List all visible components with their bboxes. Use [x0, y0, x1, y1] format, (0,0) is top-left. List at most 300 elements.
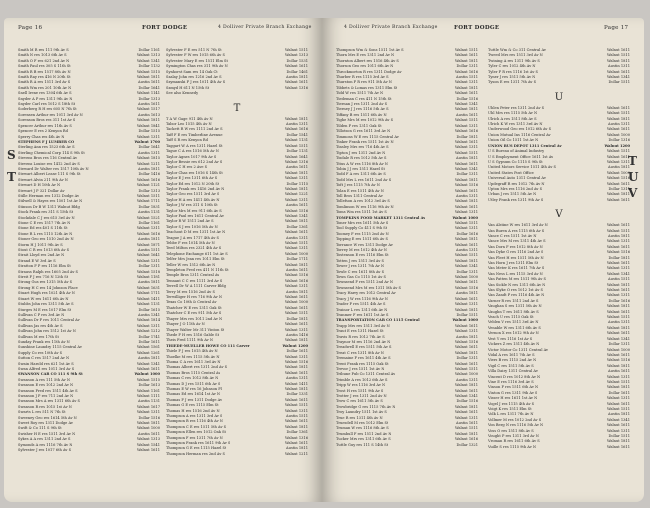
listing-phone: Walnut 1311	[606, 293, 630, 298]
listing-phone: Walnut 1511	[606, 149, 630, 154]
listing-name: Sullivan John res 1512 1st Av N	[18, 329, 76, 334]
listing-phone: Walnut 1611	[454, 323, 478, 328]
listing-name: Thomas F J res 1311 Dodge Av	[166, 397, 223, 402]
listing-name: T A W Gage 911 4th Av N	[166, 116, 213, 121]
listing-name: Taylor Agnes 1017 9th Av S	[166, 154, 217, 159]
listing-name: Tillotson G res 1611 3rd Av N	[336, 129, 391, 134]
listing-phone: Walnut 1516	[284, 359, 308, 364]
listing-name: Thorn Mrs E res 1311 2nd Av N	[336, 53, 395, 58]
listing-phone: Walnut 1000	[452, 318, 478, 323]
listing-phone: Walnut 1611	[606, 423, 630, 428]
listing-phone: Austin 1811	[608, 165, 630, 170]
listing-name: Tuttle Wm & Co 311 Central Av	[488, 48, 546, 52]
listing-name: Trow C res 1611 5th Av S	[336, 399, 383, 404]
listing-phone: Walnut 1516	[454, 183, 478, 188]
listing-phone: Walnut 1511	[606, 379, 630, 384]
listing-phone: Walnut 1811	[454, 107, 478, 112]
listing-phone: Austin 1311	[286, 235, 308, 240]
listing-phone: Walnut 1811	[606, 282, 630, 287]
listing-phone: Walnut 1611	[284, 305, 308, 310]
listing-name: Taylor Paul res 1611 Central Av	[166, 213, 224, 218]
listing-phone: Walnut 1611	[284, 230, 308, 235]
listing-phone: Walnut 1516	[606, 358, 630, 363]
listing-name: Teller W res 1512 6th Av N	[166, 262, 216, 267]
listing-name: Symington Chas res 311 9th Av N	[166, 64, 228, 69]
listing-name: Treadwell E res 1511 5th Av S	[336, 345, 392, 350]
listing-phone: Walnut 1611	[606, 401, 630, 406]
listing-phone: Walnut 1411	[136, 296, 160, 301]
listing-name: Swarts L res 511 N 7th St	[18, 410, 66, 415]
listing-phone: Walnut 1000	[606, 347, 630, 352]
listing-phone: Walnut 1611	[606, 223, 630, 228]
listing-phone: Walnut 1511	[284, 48, 308, 52]
listing-phone: Walnut 1511	[606, 53, 630, 58]
section-letter: V	[555, 209, 563, 221]
listing-phone: Walnut 1611	[454, 388, 478, 393]
listing-phone: Walnut 1811	[284, 365, 308, 370]
listing-phone: Walnut 1311	[284, 176, 308, 181]
listing-name: Tremaine F res 1611 4th Av S	[336, 356, 391, 361]
listing-phone: Walnut 1341	[606, 336, 630, 341]
listing-phone: Austin 1311	[608, 64, 630, 69]
listing-phone: Walnut 1611	[606, 48, 630, 52]
listing-phone: Austin 1311	[608, 320, 630, 325]
listing-phone: Walnut 1311	[454, 123, 478, 128]
left-exchange-note: 4 Dolliver Private Branch Exchange	[218, 25, 312, 30]
left-column-1	[18, 48, 160, 453]
listing-name: Szymanski F J res 1011 4th Av S	[166, 80, 226, 85]
listing-name: Viers B res 1115 2nd Av N	[488, 358, 537, 363]
listing-phone: Walnut 1200	[282, 343, 308, 348]
listing-phone: Dollar 1611	[286, 349, 308, 354]
listing-phone: Walnut 1616	[136, 177, 160, 182]
left-column-2	[166, 48, 308, 457]
listing-name: Tinsley Mrs res 716 4th Av S	[336, 145, 389, 150]
listing-phone: Dollar 1331	[286, 392, 308, 397]
listing-phone: Walnut 1316	[284, 85, 308, 90]
listing-phone: Walnut 1000	[284, 300, 308, 305]
listing-name: Varner R res 1511 2nd Av S	[488, 298, 539, 303]
listing-phone: Walnut 1341	[606, 75, 630, 80]
listing-name: Stewart Albert Lease 111 S 9th St	[18, 172, 81, 177]
listing-phone: Walnut 1611	[454, 53, 478, 58]
listing-phone: Walnut 1541	[136, 442, 160, 447]
listing-name: Terrell Dr W A 1111 Carver Bldg	[166, 284, 226, 289]
listing-phone: Walnut 1811	[454, 177, 478, 182]
listing-name: Snyder A P res 1311 9th Av N	[18, 96, 73, 101]
listing-name: Stone Ed res 401 S 11th St	[18, 226, 68, 231]
listing-phone: Austin 1311	[286, 122, 308, 127]
listing-name: Taylor Mrs M res 911 6th Av S	[166, 208, 222, 213]
listing-phone: Austin 1811	[286, 446, 308, 451]
listing-name: Villa Dairy 1311 Central Av	[488, 369, 538, 374]
listing-name: Sorensen Arthur res 1011 3rd Av N	[18, 112, 83, 117]
listing-phone: Walnut 1811	[284, 170, 308, 175]
listing-name: Troy Laundry 1511 1st Av S	[336, 410, 387, 415]
right-running-head: FORT DODGE	[454, 25, 500, 31]
listing-phone: Walnut 1511	[606, 406, 630, 411]
listing-name: Snell Irene res 1304 6th Av S	[18, 91, 72, 96]
listing-name: Trent Frank res 1115 Oak St	[336, 361, 389, 366]
listing-phone: Walnut 1611	[454, 242, 478, 247]
listing-name: Stone R L res 1115 12th Av N	[18, 231, 73, 236]
listing-name: Strong H C res 14 Johnson Place	[18, 285, 78, 290]
listing-name: Trapp Mrs res 1511 3rd Av N	[336, 323, 390, 328]
listing-name: Tower J res 1311 7th Av N	[336, 264, 385, 269]
listing-name: True R res 1311 4th Av N	[336, 415, 383, 420]
listing-name: Thompson Ellen res 1012 Oak St	[166, 430, 226, 435]
listing-name: Smith O F res 621 2nd Av N	[18, 58, 70, 63]
listing-name: Van Zandt P res 1116 4th Av N	[488, 293, 545, 298]
listing-name: Sylvester F E res 511 N 7th St	[166, 48, 222, 52]
listing-phone: Austin 1131	[138, 399, 160, 404]
listing-name: Taylor S J res 1016 5th Av N	[166, 224, 218, 229]
listing-phone: Austin 1311	[456, 193, 478, 198]
listing-name: Thurston F R res 911 5th Av N	[336, 80, 392, 85]
listing-phone: Dollar 1516	[456, 96, 478, 101]
left-page-number: Page 16	[18, 25, 43, 31]
right-page-number: Page 17	[604, 25, 629, 31]
listing-name: U S Bureau of Animal Industry	[488, 149, 545, 154]
listing-name: Torrance W res 1311 Dodge Av	[336, 242, 393, 247]
listing-phone: Walnut 1611	[606, 181, 630, 186]
listing-name: Texas Co 10th & Central Av	[166, 300, 217, 305]
listing-name: Sylvester Mary E res 1511 Elm St	[166, 58, 228, 63]
listing-phone: Dollar 1161	[138, 221, 160, 225]
listing-phone: Austin 1311	[286, 376, 308, 381]
listing-phone: Walnut 1000	[454, 372, 478, 377]
listing-name: Updegraff R res 1012 7th Av N	[488, 181, 545, 186]
listing-name: Teague J A res 1717 4th Av S	[166, 235, 219, 240]
listing-name: Trotter J res 1311 2nd Av N	[336, 394, 387, 398]
listing-phone: Walnut 1611	[454, 204, 478, 209]
listing-name: Tweed Mrs res 1511 3rd Av N	[488, 53, 543, 58]
listing-name: Tennant C C res 1111 3rd Av S	[166, 278, 223, 283]
listing-phone: Walnut 1411	[284, 381, 308, 386]
listing-phone: Walnut 1841	[136, 123, 160, 128]
listing-phone: Walnut 1511	[284, 403, 308, 408]
listing-phone: Walnut 1161	[136, 388, 160, 393]
listing-name: Traynor M res 1116 2nd Av N	[336, 339, 391, 344]
listing-phone: Walnut 1311	[284, 197, 308, 202]
listing-phone: Walnut 1511	[606, 315, 630, 320]
listing-name: Vigil C res 1511 5th Av S	[488, 363, 534, 368]
listing-phone: Walnut 1515	[136, 377, 160, 382]
listing-name: Stone C E res 1517 7th Av N	[18, 221, 71, 225]
listing-name: THIEDE-MUELLER HOWE CO 111 Carver	[166, 343, 250, 348]
listing-name: Sykes A A res 1311 2nd Av S	[18, 437, 71, 442]
listing-phone: Dollar 1831	[138, 204, 160, 209]
listing-phone: Dollar 1131	[286, 149, 308, 154]
listing-phone: Dollar 1511	[456, 312, 478, 317]
listing-phone: Austin 1611	[138, 80, 160, 85]
listing-name: Tackett R W res 1111 2nd Av S	[166, 127, 223, 132]
listing-name: Travis R res 1012 7th Av S	[336, 334, 385, 339]
thumb-tab-v: V	[628, 186, 638, 200]
listing-phone: Walnut 1261	[136, 350, 160, 355]
listing-name: Stratton F P res 1116 Elm St	[18, 264, 71, 269]
listing-name: Vernon X res 1012 9th Av N	[488, 331, 539, 336]
listing-phone: Dollar 1511	[608, 434, 630, 438]
listing-name: U S Employment Office 1611 1st Av	[488, 154, 554, 159]
listing-name: Veblen V res 1511 3rd Av N	[488, 320, 539, 325]
listing-name: Totten J res 1511 3rd Av S	[336, 258, 384, 263]
listing-phone: Dollar 1641	[138, 85, 160, 90]
listing-phone: Walnut 1811	[606, 325, 630, 330]
listing-phone: Walnut 1311	[284, 354, 308, 359]
listing-phone: Walnut 1811	[454, 58, 478, 63]
listing-phone: Walnut 1561	[136, 345, 160, 350]
listing-phone: Austin 1611	[456, 421, 478, 426]
listing-name: Twining A res 1311 9th Av S	[488, 58, 540, 63]
listing-phone: Walnut 1611	[606, 127, 630, 132]
listing-phone: Dollar 1811	[286, 316, 308, 321]
listing-name: Telephone Exchange 611 1st Av S	[166, 251, 228, 256]
listing-phone: Walnut 1616	[136, 231, 160, 236]
listing-phone: Walnut 1311	[454, 302, 478, 307]
listing-name: Vine E res 1116 3rd Av S	[488, 379, 534, 384]
listing-name: Van Ness L res 1115 3rd Av N	[488, 271, 543, 276]
listing-phone: Walnut 1711	[136, 291, 160, 296]
listing-name: Sterling Ann res 1523 6th Av S	[18, 145, 75, 150]
listing-name: Stilwell & Hayes res 1501 1st Av N	[18, 199, 83, 204]
listing-phone: Walnut 1611	[136, 448, 160, 453]
listing-name: Thatcher C E res 911 5th Av S	[166, 311, 222, 316]
left-running-head: FORT DODGE	[142, 25, 188, 31]
listing-phone: Walnut 1811	[454, 85, 478, 90]
listing-name: Taylor R W 1511 2nd Av S	[166, 219, 214, 224]
listing-phone: Walnut 1811	[606, 192, 630, 197]
listing-name: Steward Dr Walter res 1517 10th Av N	[18, 166, 89, 171]
listing-name: Sorenson Bros res 311 1st Av S	[18, 118, 76, 123]
listing-phone: Dollar 1516	[138, 415, 160, 420]
listing-name: Truman W res 1116 8th Av S	[336, 426, 389, 431]
listing-phone: Walnut 1617	[136, 404, 160, 409]
listing-name: Smith Wm res 201 10th Av N	[18, 85, 72, 90]
listing-name: Stoner Geo res 1510 2nd Av N	[18, 237, 74, 242]
listing-name: Tucker Mrs res 1311 6th Av S	[336, 437, 391, 442]
listing-name: Vought P res 1311 3rd Av N	[488, 434, 539, 438]
listing-phone: Walnut 1131	[284, 138, 308, 143]
listing-phone: Walnut 1000	[606, 170, 630, 175]
listing-name: Titus A W res 1116 8th Av N	[336, 161, 388, 166]
listing-phone: Dollar 1361	[286, 224, 308, 229]
listing-phone: Walnut 1611	[454, 361, 478, 366]
listing-phone: Austin 1311	[456, 377, 478, 382]
listing-phone: Walnut 1311	[606, 428, 630, 433]
listing-phone: Walnut 1311	[606, 374, 630, 379]
listing-name: See also Kennedy	[166, 91, 199, 96]
listing-phone: Walnut 1811	[606, 58, 630, 63]
listing-phone: Dollar 1461	[286, 69, 308, 74]
listing-phone: Dollar 1311	[608, 186, 630, 191]
listing-phone: Walnut 1811	[454, 307, 478, 312]
listing-name: Vroman R res 1611 6th Av S	[488, 439, 540, 444]
listing-name: Thoelke M res 1115 5th Av N	[166, 354, 220, 359]
listing-phone: Walnut 1811	[284, 386, 308, 391]
listing-phone: Walnut 1611	[284, 322, 308, 327]
listing-name: Tolan E res 1511 4th Av N	[336, 188, 384, 193]
listing-name: Thatcher W E res 1311 Oak St	[166, 305, 222, 310]
listing-name: Temple Bros 1311 Central Av	[166, 273, 220, 278]
listing-name: Voss O res 1511 8th Av S	[488, 428, 534, 433]
listing-phone: Dollar 1611	[608, 390, 630, 395]
listing-phone: Walnut 1521	[136, 215, 160, 220]
listing-name: Tuttle Guy res 111 S 14th St	[336, 442, 389, 447]
listing-phone: Walnut 1611	[606, 154, 630, 159]
listing-phone: Dollar 1316	[608, 138, 630, 143]
listing-name: Tripp W res 1116 3rd Av N	[336, 383, 386, 388]
listing-phone: Walnut 1341	[606, 417, 630, 422]
listing-phone: Walnut 1518	[136, 269, 160, 274]
listing-name: Ulrich A res 1511 8th Av S	[488, 116, 537, 121]
listing-phone: Walnut 1341	[454, 394, 478, 398]
listing-phone: Walnut 1311	[454, 415, 478, 420]
listing-name: Van Meter K res 1611 7th Av S	[488, 266, 545, 271]
listing-name: Towle C res 1611 8th Av S	[336, 269, 385, 274]
listing-phone: Dollar 1161	[138, 48, 160, 52]
listing-phone: Walnut 1311	[136, 323, 160, 328]
listing-phone: Walnut 1611	[284, 441, 308, 446]
listing-name: Thomas G E res 1115 Elm St	[166, 403, 219, 408]
listing-name: Visser H res 1611 1st Av N	[488, 396, 538, 401]
listing-phone: Dollar 1641	[138, 145, 160, 150]
listing-name: Traut E res 1311 Hazel St	[336, 329, 384, 334]
listing-phone: Walnut 1516	[284, 273, 308, 278]
listing-phone: Walnut 1000	[134, 372, 160, 377]
listing-phone: Walnut 1511	[454, 48, 478, 52]
listing-name: Thompson G E res 1115 Hazel St	[166, 446, 227, 451]
right-column-1	[336, 48, 478, 448]
listing-row	[488, 445, 630, 450]
listing-name: Symonds A res 1116 7th Av N	[18, 442, 73, 447]
listing-name: Sullivan C P res 3rd Av N	[18, 312, 65, 317]
listing-phone: Walnut 1311	[454, 226, 478, 231]
listing-name: Throckmorton R res 1311 Dodge Av	[336, 69, 402, 74]
listing-phone: Dollar 1511	[608, 80, 630, 85]
listing-phone: Walnut 1611	[606, 261, 630, 265]
listing-phone: Walnut 1811	[284, 338, 308, 343]
listing-name: Taylor Geo res 1511 3rd Av S	[166, 192, 220, 197]
listing-name: Thompson C E res 1511 5th Av S	[166, 424, 227, 429]
listing-phone: Walnut 1611	[606, 352, 630, 357]
listing-phone: Walnut 1511	[454, 366, 478, 371]
listing-name: Timmons W E res 1115 Central Av	[336, 134, 399, 139]
listing-phone: Walnut 1611	[284, 419, 308, 424]
listing-name: Van Patten M res 1511 9th Av S	[488, 277, 546, 282]
listing-name: Uhl Mrs res 1115 5th Av N	[488, 111, 538, 116]
listing-phone: Walnut 1611	[454, 280, 478, 285]
listing-phone: Walnut 1611	[606, 309, 630, 314]
listing-name: Vickers Z res 1511 4th Av N	[488, 342, 540, 347]
listing-phone: Walnut 1515	[136, 69, 160, 74]
listing-phone: Walnut 1311	[136, 410, 160, 415]
listing-name: Trader P res 1511 4th Av S	[336, 302, 386, 307]
listing-phone: Walnut 1811	[606, 439, 630, 444]
listing-name: Ulrich K W res 1311 3rd Av N	[488, 122, 543, 127]
listing-phone: Walnut 1341	[284, 213, 308, 218]
listing-name: Stubbs John res 1311 5th Av S	[18, 302, 74, 307]
listing-name: Szalay John res 1216 2nd Av S	[166, 75, 222, 80]
listing-phone: Austin 1511	[286, 414, 308, 418]
listing-phone: Walnut 1341	[454, 102, 478, 107]
listing-phone: Austin 1131	[138, 210, 160, 215]
listing-name: Taff F E res Timberline Avenue	[166, 132, 223, 137]
listing-name: Taylor Chas res 1016 S 14th St	[166, 170, 223, 175]
listing-name: Trumbull F res 1511 2nd Av N	[336, 431, 392, 436]
listing-name: Smith R A res 1511 3rd Av S	[18, 80, 71, 85]
listing-name: Strong Gus res 1315 5th Av S	[18, 280, 73, 285]
right-page	[322, 18, 644, 502]
listing-name: Van Dorn F res 1012 8th Av N	[488, 244, 543, 249]
listing-name: Sunday Frank res 11th Av N	[18, 339, 70, 344]
listing-phone: Walnut 1811	[284, 424, 308, 429]
listing-name: Tostenson E res 1116 Elm St	[336, 253, 389, 258]
listing-name: Tobin J J res 1511 Hazel St	[336, 166, 385, 171]
listing-phone: Walnut 1511	[136, 193, 160, 198]
listing-name: Sullivan M res 17th St	[18, 334, 59, 339]
listing-name: Thompson A res 1311 3rd Av S	[166, 414, 223, 418]
listing-phone: Walnut 1616	[284, 278, 308, 283]
listing-name: Szmyd H 611 N 15th St	[166, 85, 210, 90]
listing-phone: Walnut 1316	[284, 159, 308, 164]
listing-name: Union Oil Co 1511 1st Av N	[488, 138, 539, 143]
listing-name: Sweeney Geo res 1614 5th Av N	[18, 415, 77, 420]
listing-name: Taggart W A res 1311 Hazel St	[166, 143, 223, 148]
listing-phone: Dollar 1741	[138, 334, 160, 339]
listing-phone: Walnut 1611	[284, 80, 308, 85]
listing-name: Taylor J W res 311 S 10th St	[166, 203, 218, 208]
listing-name: Union Mutual Ins 1116 Central Av	[488, 132, 551, 137]
listing-name: Thompson Frank res 1611 9th Av S	[166, 441, 231, 446]
listing-name: Tebbe F res 1014 5th Av N	[166, 241, 215, 245]
listing-phone: Walnut 1121	[136, 183, 160, 188]
listing-name: Tague C A res 1516 5th Av N	[166, 149, 219, 154]
listing-phone: Austin 1611	[138, 102, 160, 107]
listing-phone: Walnut 1311	[136, 134, 160, 139]
listing-name: Stevens Louise res 1412 2nd Av S	[18, 161, 80, 166]
listing-name: Thomas E W res 16 Johnson Pl	[166, 386, 222, 391]
thumb-tab-t: T	[7, 170, 16, 184]
listing-name: Taylor Ed res 1012 N 20th St	[166, 181, 220, 186]
listing-name: Tinker Frank res 1511 1st Av N	[336, 139, 394, 144]
listing-name: Utley Frank res 1311 9th Av S	[488, 197, 544, 202]
listing-phone: Dollar 1311	[456, 356, 478, 361]
listing-phone: Walnut 1611	[606, 444, 630, 449]
listing-name: Spencer Arthur res 11th Av S	[18, 123, 72, 128]
listing-name: Toner Mrs res 1611 5th Av S	[336, 221, 389, 225]
listing-phone: Dollar 1611	[138, 339, 160, 344]
listing-phone: Walnut 1311	[284, 327, 308, 332]
listing-name: Swanson R res 1015 1st Av N	[18, 404, 72, 409]
listing-name: Terry M res 1516 2nd Av S	[166, 289, 215, 294]
listing-phone: Walnut 1000	[284, 251, 308, 256]
listing-phone: Walnut 1616	[454, 437, 478, 442]
listing-name: Thomas Bros 1115 Central Av	[166, 370, 221, 375]
listing-name: Tyner J res 1511 5th Av N	[488, 75, 536, 80]
listing-phone: Dollar 1311	[456, 269, 478, 274]
listing-phone: Austin 1611	[138, 431, 160, 436]
listing-name: Tool Supply Co 411 S 9th St	[336, 226, 388, 231]
listing-phone: Austin 1341	[138, 312, 160, 317]
listing-name: Strait Lloyd res 2nd Av N	[18, 253, 65, 258]
listing-name: Swain Harold res 621 1st Av S	[18, 361, 74, 366]
listing-phone: Walnut 1511	[454, 426, 478, 431]
listing-name: Taylor E J res 1311 6th Av S	[166, 176, 218, 181]
listing-name: Tiffany B res 1511 6th Av N	[336, 112, 387, 117]
listing-phone: Austin 1811	[286, 289, 308, 294]
listing-name: Swift & Co 111 S 9th St	[18, 426, 62, 431]
